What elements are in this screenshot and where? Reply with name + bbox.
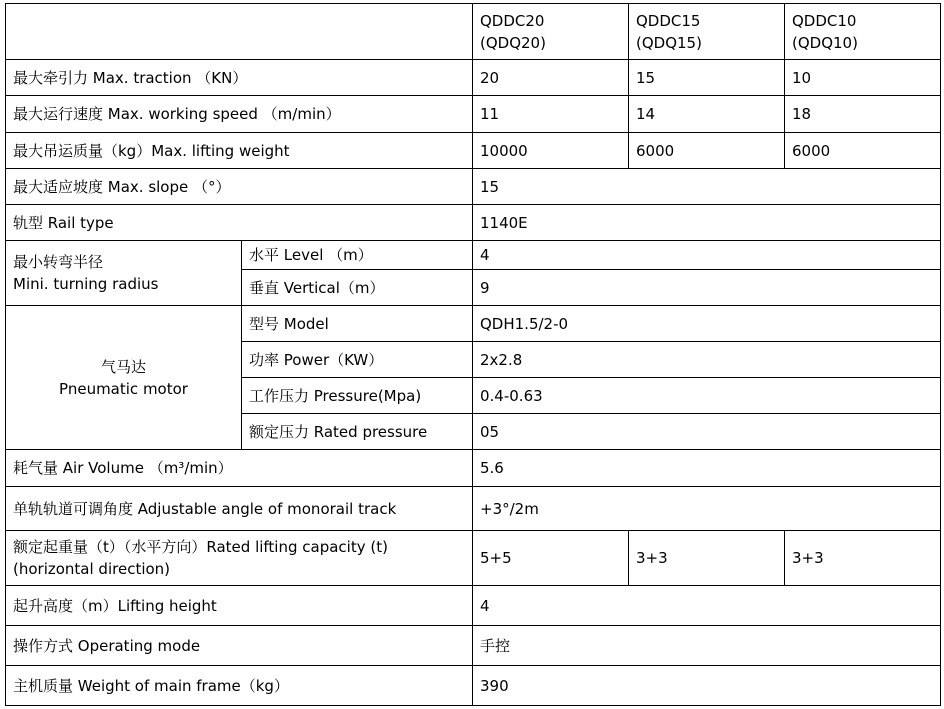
spec-table <box>5 3 941 706</box>
sub-label: 工作压力 Pressure(Mpa) <box>242 378 473 414</box>
model-header-qddc20 <box>473 4 629 60</box>
sub-label: 垂直 Vertical（m） <box>242 270 473 306</box>
row-label: 最大适应坡度 Max. slope （°） <box>6 169 473 205</box>
row-label-line2: (horizontal direction) <box>13 560 171 578</box>
model-name: QDDC20 <box>480 11 545 30</box>
row-max-slope <box>6 169 941 205</box>
model-name: QDDC15 <box>636 11 701 30</box>
value-qddc15: 14 <box>629 96 785 133</box>
row-value: 1140E <box>473 205 941 241</box>
row-lifting-height <box>6 586 941 626</box>
value-qddc15: 3+3 <box>629 531 785 586</box>
value-qddc10: 10 <box>785 60 941 96</box>
row-label: 耗气量 Air Volume （m³/min） <box>6 450 473 487</box>
row-main-frame-weight <box>6 666 941 706</box>
model-alias: (QDQ15) <box>636 33 702 52</box>
row-value: QDH1.5/2-0 <box>473 306 941 342</box>
row-value: 390 <box>473 666 941 706</box>
row-value: 4 <box>473 586 941 626</box>
row-label: 单轨轨道可调角度 Adjustable angle of monorail track <box>6 487 473 531</box>
row-air-volume <box>6 450 941 487</box>
row-label <box>6 531 473 586</box>
row-turning-radius-level <box>6 241 941 270</box>
row-value: 05 <box>473 414 941 450</box>
row-label: 最大牵引力 Max. traction （KN） <box>6 60 473 96</box>
row-max-lifting-weight <box>6 133 941 169</box>
model-name: QDDC10 <box>792 11 857 30</box>
row-label: 操作方式 Operating mode <box>6 626 473 666</box>
row-max-working-speed <box>6 96 941 133</box>
sub-label: 型号 Model <box>242 306 473 342</box>
group-label-en: Mini. turning radius <box>13 275 159 293</box>
row-value: 2x2.8 <box>473 342 941 378</box>
value-qddc15: 6000 <box>629 133 785 169</box>
row-value: 9 <box>473 270 941 306</box>
header-row <box>6 4 941 60</box>
group-label-turning-radius <box>6 241 242 306</box>
row-operating-mode <box>6 626 941 666</box>
value-qddc20: 20 <box>473 60 629 96</box>
model-header-qddc15 <box>629 4 785 60</box>
value-qddc10: 3+3 <box>785 531 941 586</box>
model-alias: (QDQ20) <box>480 33 546 52</box>
row-value: 5.6 <box>473 450 941 487</box>
row-value: 手控 <box>473 626 941 666</box>
group-label-cn: 最小转弯半径 <box>13 253 104 271</box>
sub-label: 水平 Level （m） <box>242 241 473 270</box>
group-label-en: Pneumatic motor <box>59 379 188 398</box>
value-qddc10: 6000 <box>785 133 941 169</box>
model-header-qddc10 <box>785 4 941 60</box>
row-adjustable-angle <box>6 487 941 531</box>
value-qddc20: 11 <box>473 96 629 133</box>
row-value: +3°/2m <box>473 487 941 531</box>
header-empty-cell <box>6 4 473 60</box>
row-max-traction <box>6 60 941 96</box>
row-label: 最大吊运质量（kg）Max. lifting weight <box>6 133 473 169</box>
row-rated-lifting-capacity <box>6 531 941 586</box>
value-qddc10: 18 <box>785 96 941 133</box>
row-label: 起升高度（m）Lifting height <box>6 586 473 626</box>
sub-label: 功率 Power（KW） <box>242 342 473 378</box>
value-qddc15: 15 <box>629 60 785 96</box>
value-qddc20: 5+5 <box>473 531 629 586</box>
row-label-line1: 额定起重量（t）（水平方向）Rated lifting capacity (t) <box>13 538 388 556</box>
group-label-cn: 气马达 <box>100 357 146 376</box>
sub-label: 额定压力 Rated pressure <box>242 414 473 450</box>
value-qddc20: 10000 <box>473 133 629 169</box>
row-value: 4 <box>473 241 941 270</box>
row-rail-type <box>6 205 941 241</box>
row-label: 最大运行速度 Max. working speed （m/min） <box>6 96 473 133</box>
row-value: 0.4-0.63 <box>473 378 941 414</box>
group-label-pneumatic-motor <box>6 306 242 450</box>
row-label: 轨型 Rail type <box>6 205 473 241</box>
row-value: 15 <box>473 169 941 205</box>
row-motor-model <box>6 306 941 342</box>
model-alias: (QDQ10) <box>792 33 858 52</box>
row-label: 主机质量 Weight of main frame（kg） <box>6 666 473 706</box>
